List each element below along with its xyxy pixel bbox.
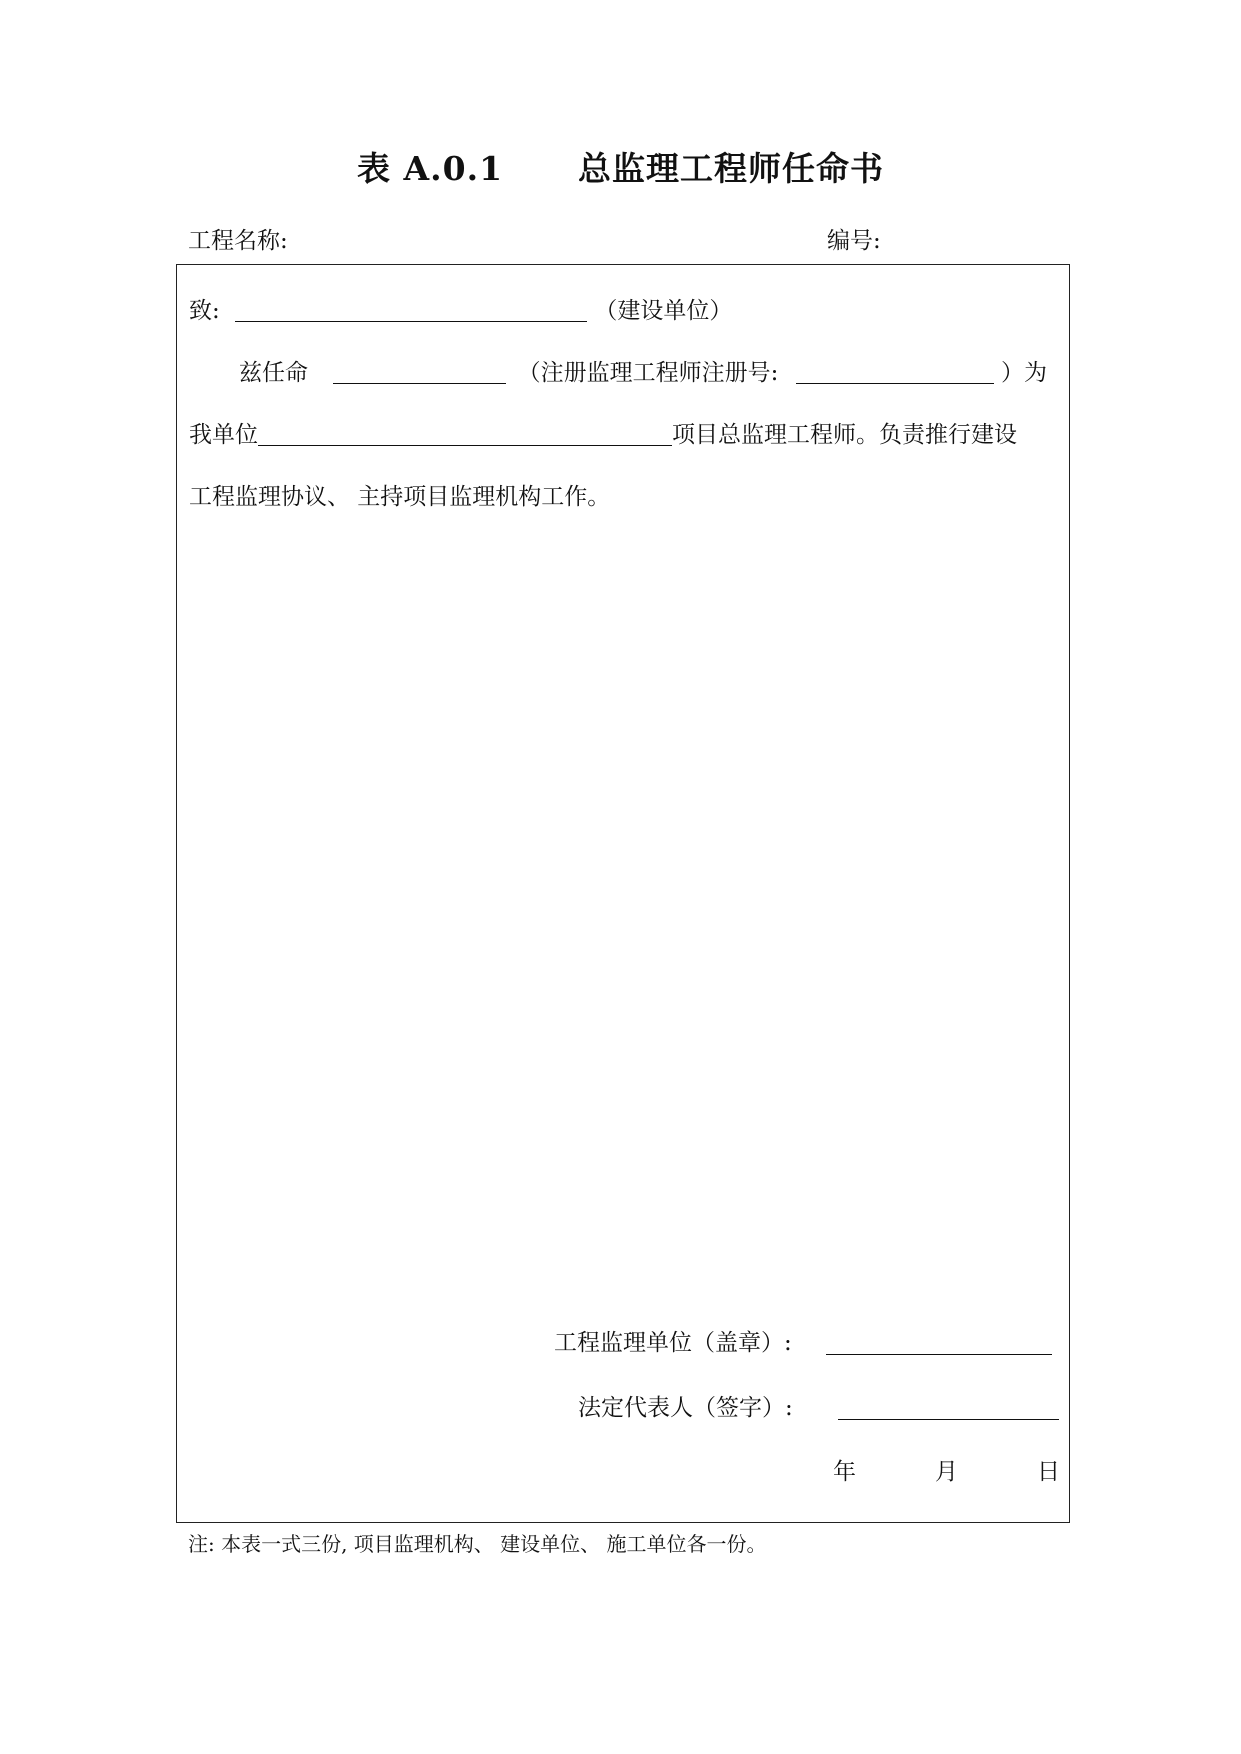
to-label: 致: bbox=[189, 298, 220, 324]
day-label: 日 bbox=[1037, 1459, 1060, 1485]
month-label: 月 bbox=[935, 1459, 958, 1485]
supervision-unit-blank[interactable] bbox=[826, 1354, 1052, 1355]
legal-rep-signature-blank[interactable] bbox=[838, 1419, 1059, 1420]
form-box bbox=[176, 264, 1070, 1523]
project-name-label: 工程名称: bbox=[188, 228, 288, 254]
addressee-line bbox=[189, 296, 732, 326]
page-title: 表 A.0.1 总监理工程师任命书 bbox=[357, 149, 884, 188]
registration-label: （注册监理工程师注册号: bbox=[517, 360, 779, 386]
construction-unit-label: （建设单位） bbox=[594, 298, 733, 324]
supervision-unit-label: 工程监理单位（盖章）: bbox=[554, 1330, 792, 1356]
construction-unit-blank[interactable] bbox=[235, 299, 587, 322]
our-unit-label: 我单位 bbox=[189, 422, 258, 448]
year-label: 年 bbox=[833, 1459, 856, 1485]
appointment-line bbox=[239, 358, 1047, 388]
duties-line bbox=[189, 482, 610, 512]
duties-text: 工程监理协议、 主持项目监理机构工作。 bbox=[189, 484, 611, 510]
project-chief-text: 项目总监理工程师。负责推行建设 bbox=[672, 422, 1017, 448]
as-label: ）为 bbox=[1001, 360, 1047, 386]
footnote: 注: 本表一式三份, 项目监理机构、 建设单位、 施工单位各一份。 bbox=[188, 1532, 767, 1556]
appoint-prefix: 兹任命 bbox=[239, 360, 308, 386]
appointee-name-blank[interactable] bbox=[333, 361, 506, 384]
serial-number-label: 编号: bbox=[827, 228, 881, 254]
project-name-blank[interactable] bbox=[258, 423, 672, 446]
registration-number-blank[interactable] bbox=[796, 361, 994, 384]
legal-rep-label: 法定代表人（签字）: bbox=[578, 1395, 793, 1421]
unit-project-line bbox=[189, 420, 1017, 450]
